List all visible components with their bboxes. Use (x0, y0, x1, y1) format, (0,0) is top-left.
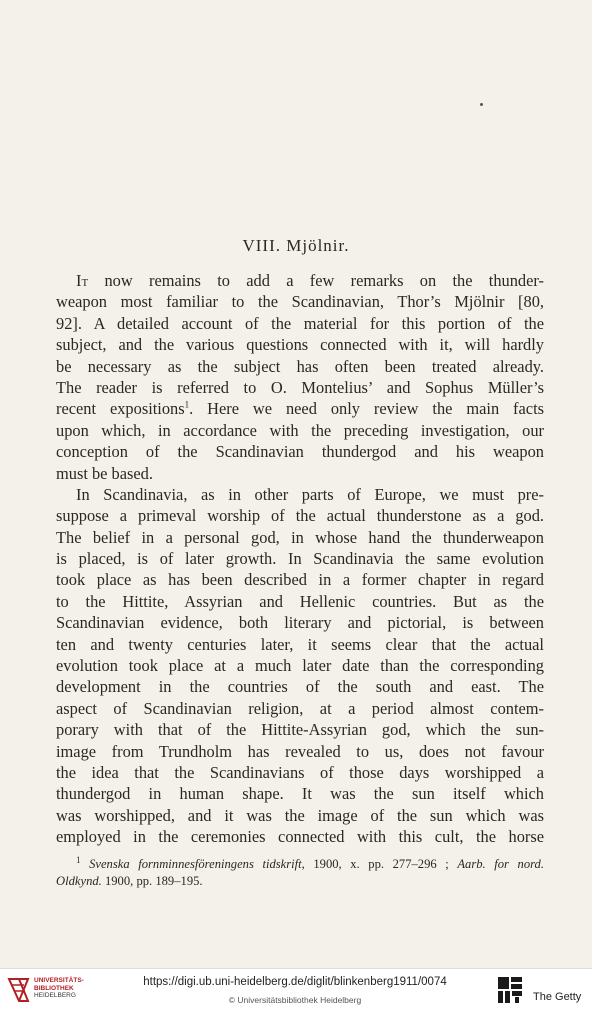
text-line: evolution took place at a much later date than the corresponding (56, 656, 544, 676)
footnote-journal: Aarb. for nord. (457, 857, 544, 871)
text-line: the idea that the Scandinavians of those days worshipped a (56, 762, 544, 782)
text-line: subject, and the various questions connected with it, will hardly (56, 335, 544, 355)
text-line: It now remains to add a few remarks on the thunder- (76, 271, 544, 290)
text-line: upon which, in accordance with the preceding investigation, our (56, 420, 544, 440)
body-text (56, 270, 544, 848)
getty-logo-icon[interactable] (496, 975, 524, 1005)
text-line: The belief in a personal god, in whose hand the thunderweapon (56, 527, 544, 547)
getty-label: The Getty (533, 991, 582, 1003)
footnote-line: $^1$ Svenska fornminnesföreningens tidskrift, 1900, x. pp. 277–296 ; Aarb. for nord. (76, 854, 544, 871)
copyright-notice: © Universitätsbibliothek Heidelberg (228, 995, 362, 1005)
text-line: The reader is referred to O. Montelius’ and Sophus Müller’s (56, 377, 544, 397)
library-name: UNIVERSITÄTS- BIBLIOTHEK HEIDELBERG (34, 977, 84, 999)
text-line: must be based. (56, 463, 153, 483)
text-line: recent expositions$^1$. Here we need only review the main facts (56, 399, 544, 419)
text-line: Scandinavian evidence, both literary and pictorial, is between (56, 613, 544, 633)
viewer-footer (0, 968, 592, 1013)
footnote-marker: 1 (76, 854, 81, 865)
speck-mark (480, 103, 483, 106)
footnote-title: Svenska fornminnesföreningens tidskrift (89, 857, 302, 871)
text-line: image from Trundholm has revealed to us, does not favour (56, 741, 544, 761)
text-line: weapon most familiar to the Scandinavian, Thor’s Mjölnir [80, (56, 292, 544, 312)
dropcap: It (76, 271, 89, 290)
text-line: conception of the Scandinavian thundergod and his weapon (56, 442, 544, 462)
text-line: In Scandinavia, as in other parts of Europe, we must pre- (76, 484, 544, 504)
text-line: is placed, is of later growth. In Scandinavia the same evolution (56, 549, 544, 569)
chapter-title: VIII. Mjölnir. (242, 236, 350, 255)
university-library-logo-icon[interactable] (6, 975, 32, 1005)
text-line: ten and twenty centuries later, it seems clear that the actual (56, 634, 544, 654)
text-line: be necessary as the subject has often been treated already. (56, 356, 544, 376)
text-line: porary with that of the Hittite-Assyrian god, which the sun- (56, 720, 544, 740)
text-line: thundergod in human shape. It was the sun itself which (56, 784, 544, 804)
text-line: aspect of Scandinavian religion, at a period almost contem- (56, 698, 544, 718)
text-line: was worshipped, and it was the image of the sun which was (56, 805, 544, 825)
permalink-url[interactable]: https://digi.ub.uni-heidelberg.de/diglit/blinkenberg1911/0074 (143, 976, 447, 988)
footnote-line: Oldkynd. 1900, pp. 189–195. (56, 874, 203, 888)
text-line: took place as has been described in a former chapter in regard (56, 570, 544, 590)
text-line: suppose a primeval worship of the actual thunderstone as a god. (56, 506, 544, 526)
footnote (56, 856, 544, 890)
footnote-ref[interactable]: 1 (184, 399, 190, 410)
text-line: to the Hittite, Assyrian and Hellenic countries. But as the (56, 591, 544, 611)
text-line: employed in the ceremonies connected with this cult, the horse (56, 827, 544, 847)
text-line: development in the countries of the south and east. The (56, 677, 544, 697)
text-line: 92]. A detailed account of the material for this portion of the (56, 313, 544, 333)
